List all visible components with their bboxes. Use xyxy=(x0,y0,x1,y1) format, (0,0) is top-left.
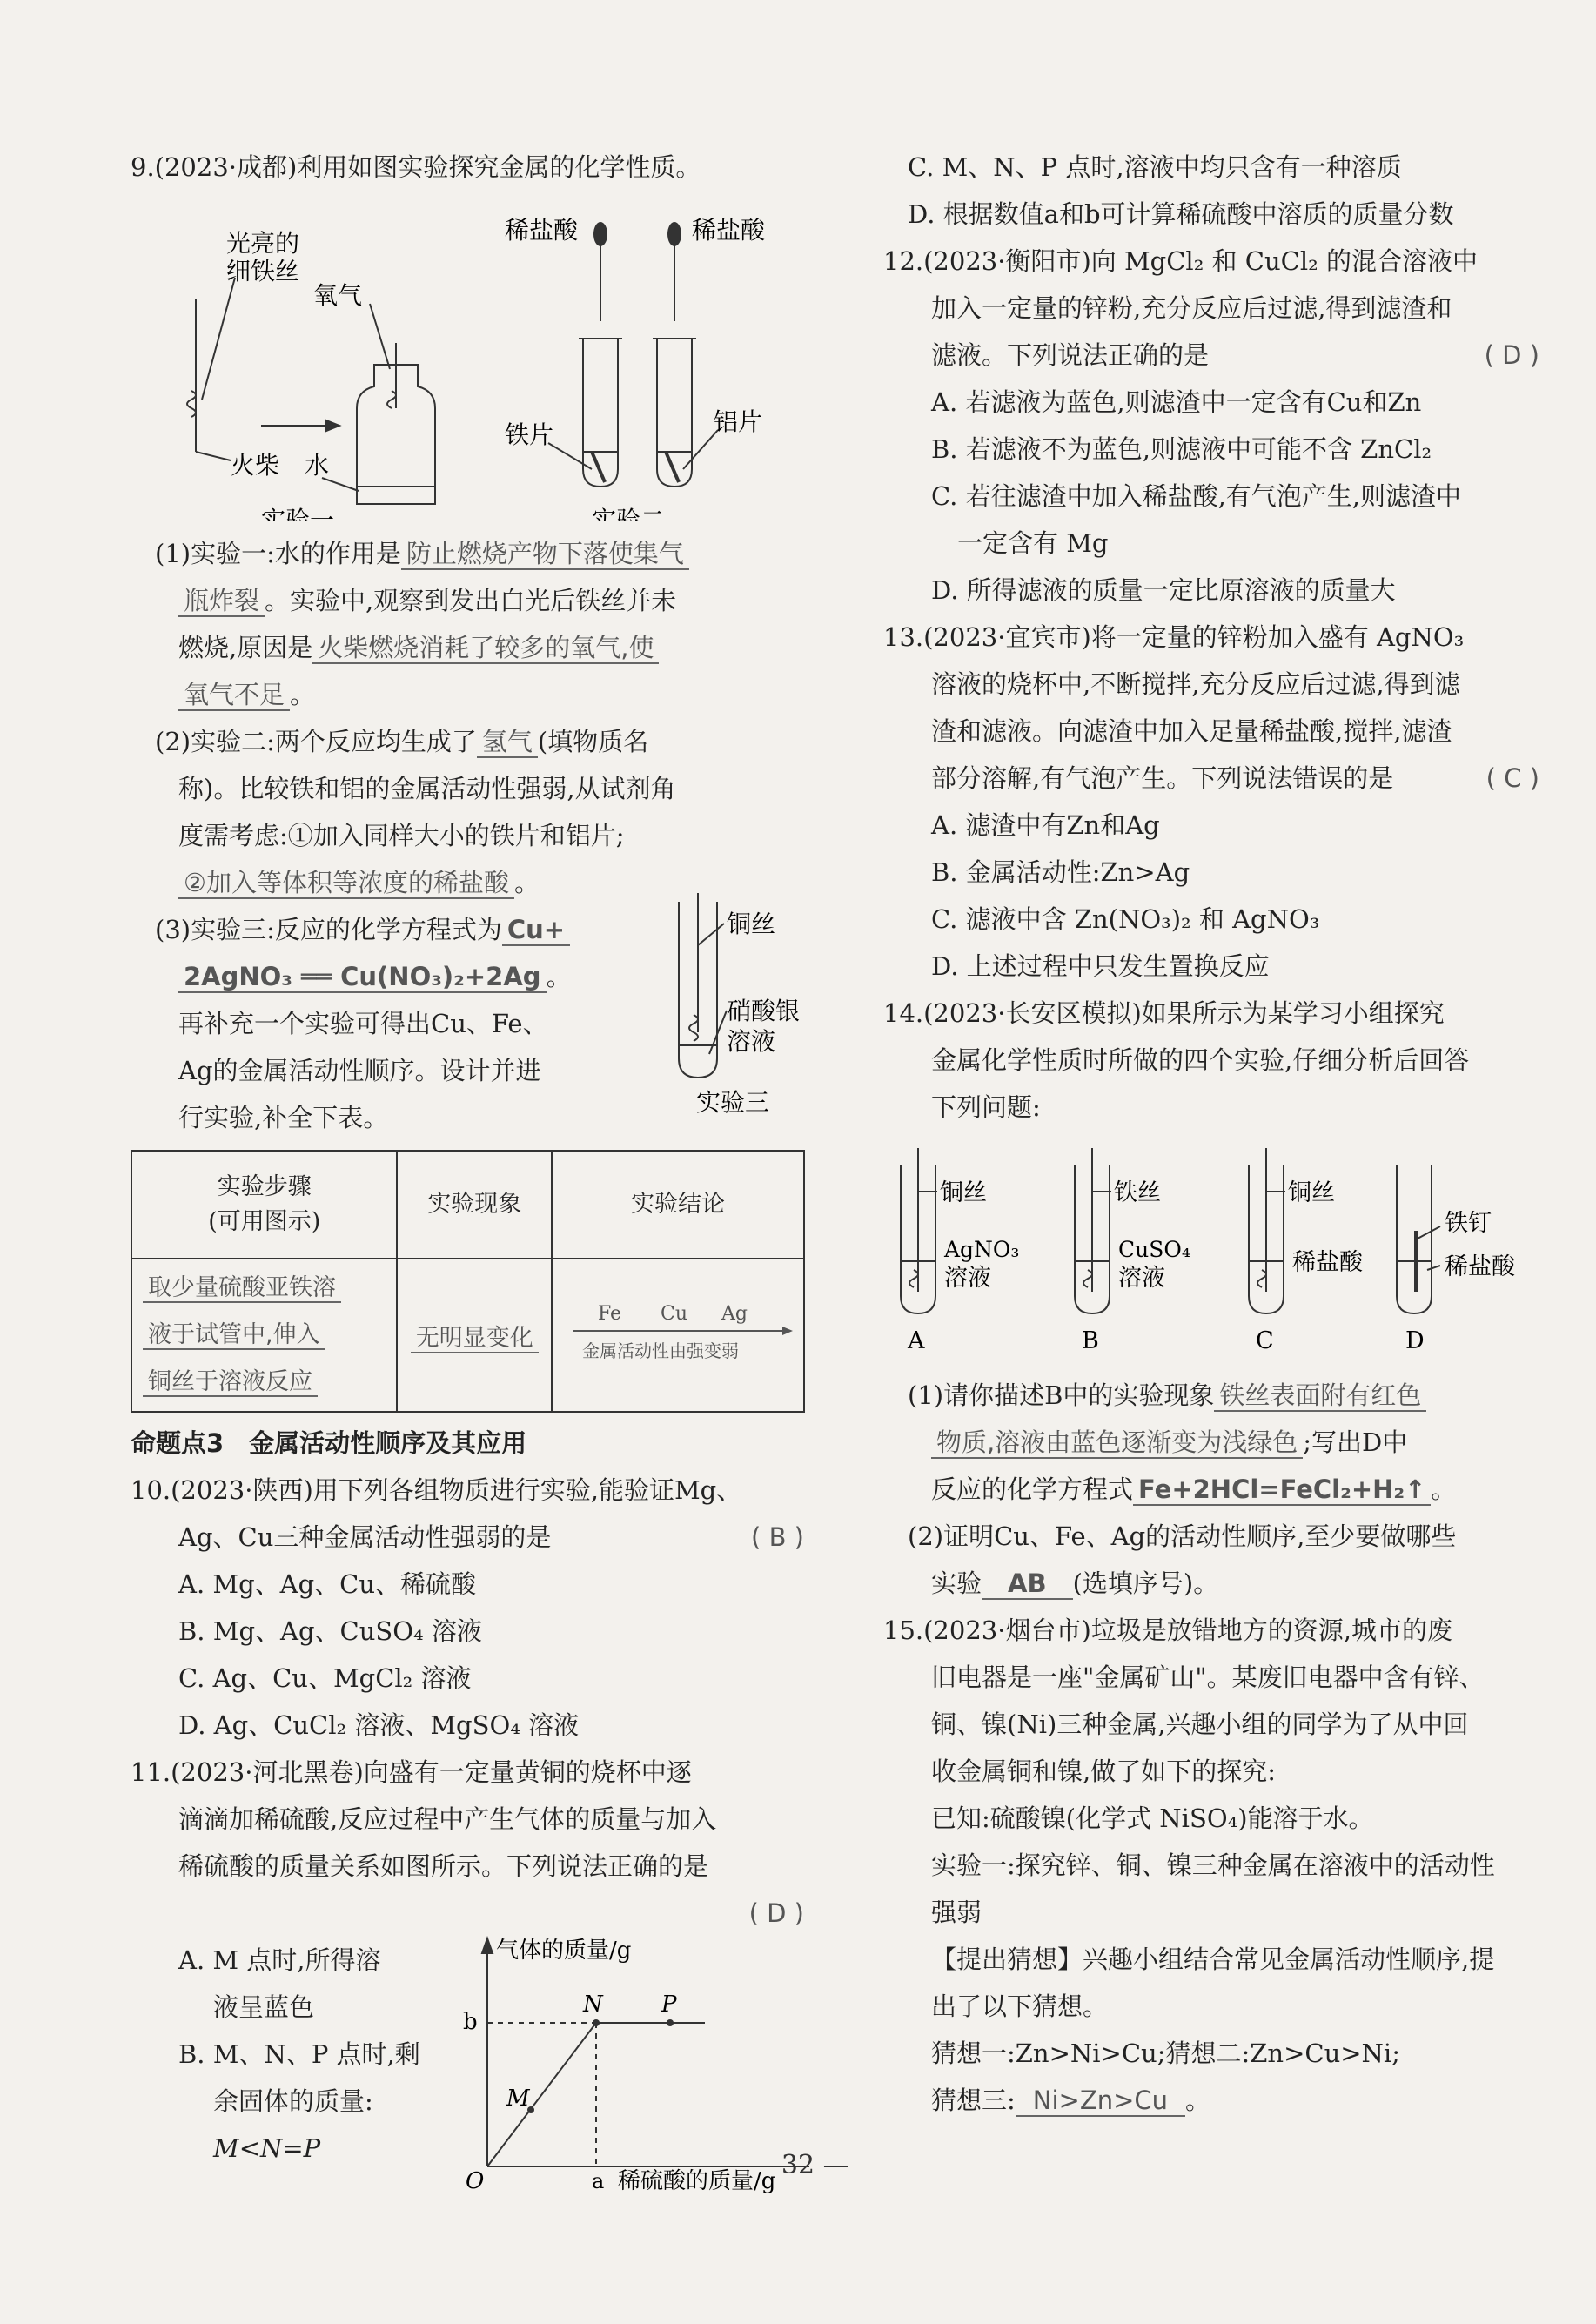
header-steps-label: 实验步骤 xyxy=(217,1173,312,1200)
q9-p2-text-b: (填物质名 xyxy=(537,727,649,756)
exp3-caption: 实验三 xyxy=(696,1088,770,1117)
experiment-three-diagram xyxy=(661,893,809,1128)
q15-line-3: 铜、镍(Ni)三种金属,兴趣小组的同学为了从中回 xyxy=(931,1709,1469,1739)
q14-p1-text-b: ;写出D中 xyxy=(1303,1427,1408,1457)
q13-answer: ( C ) xyxy=(1485,763,1539,793)
oxygen-label: 氧气 xyxy=(313,281,363,310)
q12-stem-3: 滤液。下列说法正确的是 xyxy=(931,340,1210,370)
label-a: A xyxy=(908,1327,925,1354)
header-steps xyxy=(131,1151,397,1259)
label-a-sol: AgNO₃ xyxy=(944,1237,1020,1262)
q9-p2-text-a: (2)实验二:两个反应均生成了 xyxy=(155,727,477,756)
q9-p1-answer-1b: 瓶炸裂 xyxy=(178,586,265,617)
q12-stem-1: 12.(2023·衡阳市)向 MgCl₂ 和 CuCl₂ 的混合溶液中 xyxy=(883,246,1478,276)
q15-line-6: 实验一:探究锌、铜、镍三种金属在溶液中的活动性 xyxy=(931,1850,1495,1880)
label-a-sol2: 溶液 xyxy=(944,1265,991,1292)
q15-line-4: 收金属铜和镍,做了如下的探究: xyxy=(931,1756,1276,1786)
q12-option-b: B. 若滤液不为蓝色,则滤液中可能不含 ZnCl₂ xyxy=(931,434,1432,464)
q9-p1-text-a: (1)实验一:水的作用是 xyxy=(155,539,401,568)
q14-p1-text-a: (1)请你描述B中的实验现象 xyxy=(908,1380,1215,1410)
label-a-wire: 铜丝 xyxy=(940,1179,987,1206)
q9-p2-text-c: 称)。比较铁和铝的金属活动性强弱,从试剂角 xyxy=(178,774,676,803)
dropper-1-bulb xyxy=(593,222,607,246)
chart-a-label: a xyxy=(592,2169,605,2193)
order-cu: Cu xyxy=(661,1302,688,1325)
label-c-wire: 铜丝 xyxy=(1288,1179,1335,1206)
q9-figure-svg xyxy=(131,191,809,521)
order-fe: Fe xyxy=(598,1302,622,1325)
water-label: 水 xyxy=(305,451,330,480)
q15-line-9: 出了以下猜想。 xyxy=(931,1992,1109,2021)
q9-p1-text-c: 燃烧,原因是 xyxy=(178,633,313,662)
wire-pointer xyxy=(202,278,235,400)
exp2-caption: 实验二 xyxy=(592,506,666,521)
q10-option-d: D. Ag、CuCl₂ 溶液、MgSO₄ 溶液 xyxy=(178,1710,580,1740)
q12-answer: ( D ) xyxy=(1484,340,1539,370)
q9-p3-text-d: 行实验,补全下表。 xyxy=(178,1103,389,1132)
left-column xyxy=(131,144,809,2193)
label-b-sol: CuSO₄ xyxy=(1118,1237,1190,1262)
label-c: C xyxy=(1256,1327,1274,1354)
q9-p2-answer: 氢气 xyxy=(477,727,538,758)
q15-line-10: 猜想一:Zn>Ni>Cu;猜想二:Zn>Cu>Ni; xyxy=(931,2039,1400,2068)
q10-option-c: C. Ag、Cu、MgCl₂ 溶液 xyxy=(178,1663,472,1693)
q10-answer: ( B ) xyxy=(751,1522,804,1552)
q15-end: 。 xyxy=(1185,2086,1211,2115)
q11-option-b3: M<N=P xyxy=(213,2133,321,2163)
coil-b xyxy=(1083,1270,1092,1287)
q13-option-a: A. 滤渣中有Zn和Ag xyxy=(931,810,1160,840)
q15-line-2: 旧电器是一座"金属矿山"。某废旧电器中含有锌、 xyxy=(931,1662,1485,1692)
section-heading: 命题点3 金属活动性顺序及其应用 xyxy=(131,1428,527,1458)
q10-option-b: B. Mg、Ag、CuSO₄ 溶液 xyxy=(178,1616,482,1646)
q9-p1-text-b: 。实验中,观察到发出白光后铁丝并未 xyxy=(265,586,677,615)
q11-option-a1: A. M 点时,所得溶 xyxy=(178,1945,381,1975)
step-line-3: 铜丝于溶液反应 xyxy=(143,1368,318,1397)
table-row xyxy=(131,1259,804,1412)
q9-experiment-table xyxy=(131,1150,805,1413)
iron-sheet xyxy=(592,452,605,482)
q13 xyxy=(883,614,1545,990)
order-label: 金属活动性由强变弱 xyxy=(582,1340,739,1361)
q14-p1-text-c: 反应的化学方程式 xyxy=(931,1474,1134,1504)
q9-p3-text-b: 再补充一个实验可得出Cu、Fe、 xyxy=(178,1009,548,1038)
cell-conclusion xyxy=(552,1259,804,1412)
q14-p2-answer: AB xyxy=(982,1568,1073,1600)
al-pointer xyxy=(683,430,718,469)
q10-stem-2: Ag、Cu三种金属活动性强弱的是 xyxy=(178,1522,552,1552)
chart-origin-label: O xyxy=(466,2168,485,2193)
q11-option-b1: B. M、N、P 点时,剩 xyxy=(178,2039,420,2069)
label-d-sol: 稀盐酸 xyxy=(1445,1253,1515,1280)
q9-p3-end: 。 xyxy=(546,962,572,991)
iron-pointer xyxy=(548,443,592,469)
q14-p2-text-b: 实验 xyxy=(931,1568,982,1598)
label-c-sol: 稀盐酸 xyxy=(1292,1249,1363,1276)
experiment-two-diagram xyxy=(548,243,718,487)
chart-rising-line xyxy=(487,2023,596,2166)
coil-c xyxy=(1257,1270,1266,1287)
cu-pointer xyxy=(698,924,724,945)
iron-sheet-label: 铁片 xyxy=(505,420,554,449)
q13-stem-4: 部分溶解,有气泡产生。下列说法错误的是 xyxy=(931,763,1394,793)
test-tube-1 xyxy=(583,339,618,487)
cell-phenomenon xyxy=(397,1259,552,1412)
q12-stem-2: 加入一定量的锌粉,充分反应后过滤,得到滤渣和 xyxy=(931,293,1452,323)
wire-label-2: 细铁丝 xyxy=(226,257,300,285)
q14-p1-answer: 铁丝表面附有红色 xyxy=(1214,1380,1426,1412)
q11-stem-2: 滴滴加稀硫酸,反应过程中产生气体的质量与加入 xyxy=(178,1804,717,1834)
q15-line-1: 15.(2023·烟台市)垃圾是放错地方的资源,城市的废 xyxy=(883,1615,1452,1645)
q14-stem-2: 金属化学性质时所做的四个实验,仔细分析后回答 xyxy=(931,1045,1470,1075)
chart-p-label: P xyxy=(661,1992,677,2018)
q11-answer: ( D ) xyxy=(748,1898,804,1928)
step-line-1: 取少量硫酸亚铁溶 xyxy=(143,1274,341,1303)
q13-option-c: C. 滤液中含 Zn(NO₃)₂ 和 AgNO₃ xyxy=(931,904,1320,934)
chart-point-p xyxy=(667,2019,674,2026)
wire-coil xyxy=(187,391,196,417)
activity-order-diagram xyxy=(556,1298,800,1367)
q14-p1-equation: Fe+2HCl=FeCl₂+H₂↑ xyxy=(1133,1474,1431,1506)
q14-p2-text-c: (选填序号)。 xyxy=(1072,1568,1219,1598)
q11-option-b2: 余固体的质量: xyxy=(213,2086,373,2116)
agno3-label-2: 溶液 xyxy=(727,1027,776,1056)
q13-option-b: B. 金属活动性:Zn>Ag xyxy=(931,857,1190,887)
al-sheet xyxy=(666,452,679,482)
label-b-sol2: 溶液 xyxy=(1118,1265,1165,1292)
cu-wire-label: 铜丝 xyxy=(727,910,776,938)
q11-stem-3: 稀硫酸的质量关系如图所示。下列说法正确的是 xyxy=(178,1851,709,1881)
q12 xyxy=(883,238,1545,614)
q11-stem-1: 11.(2023·河北黑卷)向盛有一定量黄铜的烧杯中逐 xyxy=(131,1757,692,1787)
q10-option-a: A. Mg、Ag、Cu、稀硫酸 xyxy=(178,1569,477,1599)
label-d-nail: 铁钉 xyxy=(1445,1210,1492,1237)
chart-n-label: N xyxy=(583,1992,603,2018)
q9-stem: 9.(2023·成都)利用如图实验探究金属的化学性质。 xyxy=(131,152,701,182)
q9-figures xyxy=(131,191,809,521)
q15-answer: Ni>Zn>Cu xyxy=(1016,2086,1185,2117)
q13-stem-3: 渣和滤液。向滤渣中加入足量稀盐酸,搅拌,滤渣 xyxy=(931,716,1452,746)
q11-option-d: D. 根据数值a和b可计算稀硫酸中溶质的质量分数 xyxy=(908,199,1454,229)
q13-stem-2: 溶液的烧杯中,不断搅拌,充分反应后过滤,得到滤 xyxy=(931,669,1460,699)
acid-label-1: 稀盐酸 xyxy=(505,216,579,245)
header-steps-sub: (可用图示) xyxy=(208,1208,321,1235)
match-label: 火柴 xyxy=(231,451,280,480)
q9-p1-end: 。 xyxy=(290,680,316,709)
q9-p3-equation-1: Cu+ xyxy=(502,915,570,946)
q9-p1-answer-1: 防止燃烧产物下落使集气 xyxy=(401,539,689,570)
q9-p1-answer-2b: 氧气不足 xyxy=(178,680,290,711)
q9-p2-text-d: 度需考虑:①加入同样大小的铁片和铝片; xyxy=(178,821,625,850)
q12-option-d: D. 所得滤液的质量一定比原溶液的质量大 xyxy=(931,575,1396,605)
coil-a xyxy=(909,1270,918,1287)
header-phenomenon: 实验现象 xyxy=(397,1151,552,1259)
q12-option-c1: C. 若往滤渣中加入稀盐酸,有气泡产生,则滤渣中 xyxy=(931,481,1462,511)
dropper-2-bulb xyxy=(667,222,681,246)
chart-y-label: 气体的质量/g xyxy=(496,1938,632,1964)
label-d: D xyxy=(1405,1327,1425,1354)
q9-part3 xyxy=(131,906,809,1141)
q9-part2 xyxy=(131,718,809,906)
q15-line-7: 强弱 xyxy=(931,1897,982,1927)
q12-option-a: A. 若滤液为蓝色,则滤渣中一定含有Cu和Zn xyxy=(931,387,1422,417)
cell-steps xyxy=(131,1259,397,1412)
chart-y-arrow xyxy=(482,1938,493,1953)
step-line-2: 液于试管中,伸入 xyxy=(143,1321,325,1350)
chart-m-label: M xyxy=(506,2086,530,2112)
q14-stem-3: 下列问题: xyxy=(931,1092,1041,1122)
agno3-label: 硝酸银 xyxy=(727,997,801,1025)
right-column xyxy=(883,144,1545,2124)
match-pointer xyxy=(196,452,231,460)
q9-part1 xyxy=(131,530,809,718)
q13-option-d: D. 上述过程中只发生置换反应 xyxy=(931,951,1270,981)
acid-label-2: 稀盐酸 xyxy=(692,216,766,245)
q12-option-c2: 一定含有 Mg xyxy=(957,528,1109,558)
order-ag: Ag xyxy=(721,1302,748,1325)
arrow-head xyxy=(326,420,339,431)
order-arrow-head xyxy=(782,1327,793,1335)
q15-line-11: 猜想三: xyxy=(931,2086,1016,2115)
header-conclusion: 实验结论 xyxy=(552,1151,804,1259)
q14-stem-1: 14.(2023·长安区模拟)如果所示为某学习小组探究 xyxy=(883,998,1445,1028)
wire-label-1: 光亮的 xyxy=(226,229,300,258)
table-header-row xyxy=(131,1151,804,1259)
q10 xyxy=(131,1467,809,1749)
phenomenon-answer: 无明显变化 xyxy=(411,1325,539,1353)
page-number: — 32 — xyxy=(747,2150,849,2180)
chart-b-label: b xyxy=(463,2009,478,2035)
q9-p3-text-c: Ag的金属活动性顺序。设计并进 xyxy=(178,1056,541,1085)
ptr-d1 xyxy=(1416,1226,1440,1239)
exp1-caption: 实验一 xyxy=(261,506,335,521)
label-b-wire: 铁丝 xyxy=(1114,1179,1161,1206)
oxygen-pointer xyxy=(370,304,390,369)
q10-stem-1: 10.(2023·陕西)用下列各组物质进行实验,能验证Mg、 xyxy=(131,1475,742,1505)
q14-p1-end: 。 xyxy=(1431,1474,1457,1504)
q13-stem-1: 13.(2023·宜宾市)将一定量的锌粉加入盛有 AgNO₃ xyxy=(883,622,1465,652)
q14 xyxy=(883,990,1545,1607)
q9-p2-end: 。 xyxy=(514,868,540,897)
q9-p3-text-a: (3)实验三:反应的化学方程式为 xyxy=(155,915,502,944)
copper-coil xyxy=(689,1015,698,1041)
chart-x-label: 稀硫酸的质量/g xyxy=(618,2168,776,2193)
q11-option-a2: 液呈蓝色 xyxy=(213,1992,315,2022)
q9-p2-answer-2: ②加入等体积等浓度的稀盐酸 xyxy=(178,868,514,899)
al-sheet-label: 铝片 xyxy=(714,407,763,436)
q15 xyxy=(883,1607,1545,2124)
q15-line-5: 已知:硫酸镍(化学式 NiSO₄)能溶于水。 xyxy=(931,1803,1374,1833)
label-b: B xyxy=(1082,1327,1099,1354)
q9-p3-equation-2: 2AgNO₃ ══ Cu(NO₃)₂+2Ag xyxy=(178,962,547,993)
q14-p1-answer-2: 物质,溶液由蓝色逐渐变为浅绿色 xyxy=(931,1427,1303,1459)
q11-option-c: C. M、N、P 点时,溶液中均只含有一种溶质 xyxy=(908,152,1402,182)
coil-in-bottle xyxy=(387,391,396,408)
q9-p1-answer-2: 火柴燃烧消耗了较多的氧气,使 xyxy=(312,633,659,664)
q15-line-8: 【提出猜想】兴趣小组结合常见金属活动性顺序,提 xyxy=(931,1945,1495,1974)
chart-point-n xyxy=(593,2019,600,2026)
ptr-d2 xyxy=(1427,1266,1440,1270)
water-pointer xyxy=(322,478,359,491)
q14-p2-text-a: (2)证明Cu、Fe、Ag的活动性顺序,至少要做哪些 xyxy=(908,1521,1457,1551)
q14-experiments-figure xyxy=(883,1131,1545,1366)
